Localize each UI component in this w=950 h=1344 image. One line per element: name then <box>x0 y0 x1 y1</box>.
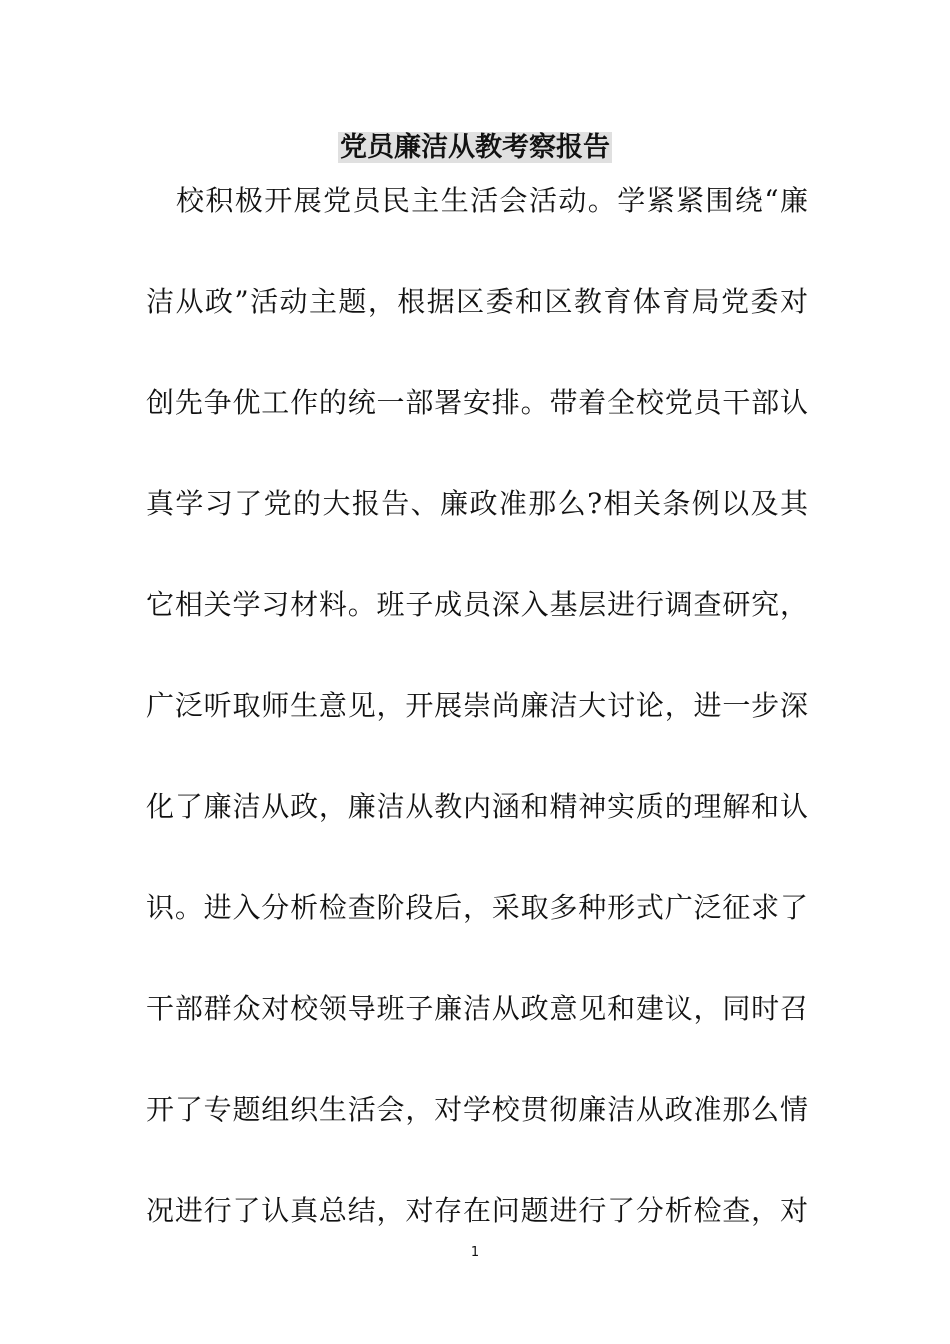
body-line: 开了专题组织生活会，对学校贯彻廉洁从政准那么情 <box>146 1093 808 1126</box>
body-line: 创先争优工作的统一部署安排。带着全校党员干部认 <box>146 386 808 419</box>
page-number: 1 <box>470 1245 480 1260</box>
body-line: 况进行了认真总结，对存在问题进行了分析检查，对 <box>146 1194 808 1227</box>
document-title-text: 党员廉洁从教考察报告 <box>340 132 610 163</box>
body-line: 干部群众对校领导班子廉洁从政意见和建议，同时召 <box>146 992 808 1025</box>
body-line: 它相关学习材料。班子成员深入基层进行调查研究， <box>146 588 808 621</box>
body-line: 广泛听取师生意见，开展崇尚廉洁大讨论，进一步深 <box>146 689 808 722</box>
body-line: 真学习了党的大报告、廉政准那么?相关条例以及其 <box>146 487 808 520</box>
body-line: 化了廉洁从政，廉洁从教内涵和精神实质的理解和认 <box>146 790 808 823</box>
body-line: 识。进入分析检查阶段后，采取多种形式广泛征求了 <box>146 891 808 924</box>
body-line: 校积极开展党员民主生活会活动。学紧紧围绕“廉 <box>176 184 808 217</box>
document-body <box>146 150 808 1261</box>
body-line: 洁从政”活动主题，根据区委和区教育体育局党委对 <box>146 285 808 318</box>
